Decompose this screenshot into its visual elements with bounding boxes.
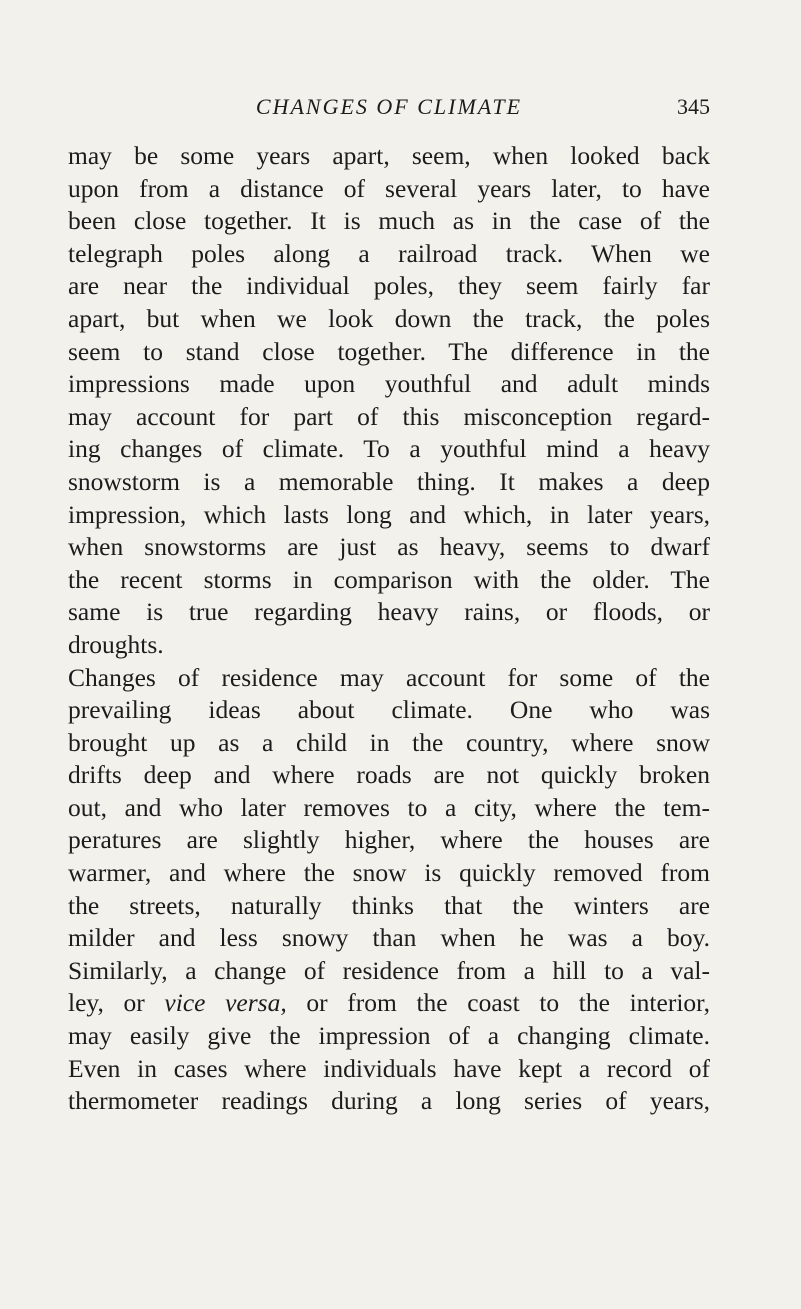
text-line: Changes of residence may account for some of the: [68, 662, 710, 692]
text-line: apart, but when we look down the track, the poles: [68, 303, 710, 333]
text-line: brought up as a child in the country, where snow: [68, 727, 710, 757]
text-line: peratures are slightly higher, where the houses are: [68, 825, 710, 855]
text-line: the recent storms in comparison with the older. The: [68, 564, 710, 594]
text-line: may be some years apart, seem, when looked back: [68, 141, 710, 170]
text-line: telegraph poles along a railroad track. When we: [68, 238, 710, 268]
text-line: drifts deep and where roads are not quickly broken: [68, 760, 710, 790]
text-line: warmer, and where the snow is quickly removed from: [68, 858, 710, 888]
text-line: when snowstorms are just as heavy, seems to dwarf: [68, 532, 710, 562]
text-line: milder and less snowy than when he was a boy.: [68, 923, 710, 953]
text-segment: ley, or: [68, 988, 145, 1018]
text-line: may easily give the impression of a changing climate.: [68, 1021, 710, 1051]
text-line: Even in cases where individuals have kept a record of: [68, 1053, 710, 1083]
running-head: [68, 92, 710, 122]
page-number: 345: [677, 94, 710, 119]
text-line: impression, which lasts long and which, in later years,: [68, 499, 710, 529]
text-line: same is true regarding heavy rains, or floods, or: [68, 597, 710, 627]
text-line: out, and who later removes to a city, where the tem-: [68, 792, 710, 822]
text-line: ing changes of climate. To a youthful mind a heavy: [68, 434, 710, 464]
running-title: CHANGES OF CLIMATE: [255, 94, 523, 119]
text-line: impressions made upon youthful and adult minds: [68, 369, 710, 399]
text-line: seem to stand close together. The difference in the: [68, 336, 710, 366]
text-line: prevailing ideas about climate. One who was: [68, 695, 710, 725]
text-line-mixed: [68, 987, 710, 1020]
text-line: the streets, naturally thinks that the winters are: [68, 890, 710, 920]
text-line: are near the individual poles, they seem fairly far: [68, 271, 710, 301]
text-line: upon from a distance of several years later, to have: [68, 173, 710, 203]
italic-phrase: vice versa,: [164, 988, 287, 1018]
text-line: Similarly, a change of residence from a hill to a val-: [68, 955, 710, 985]
text-line: been close together. It is much as in the case of the: [68, 206, 710, 236]
text-line: may account for part of this misconception regard-: [68, 401, 710, 431]
text-line: droughts.: [68, 629, 164, 659]
body-text: [68, 140, 710, 1118]
text-line: snowstorm is a memorable thing. It makes a deep: [68, 466, 710, 496]
text-line: thermometer readings during a long series of years,: [68, 1086, 710, 1116]
text-segment: or from the coast to the interior,: [306, 988, 711, 1018]
